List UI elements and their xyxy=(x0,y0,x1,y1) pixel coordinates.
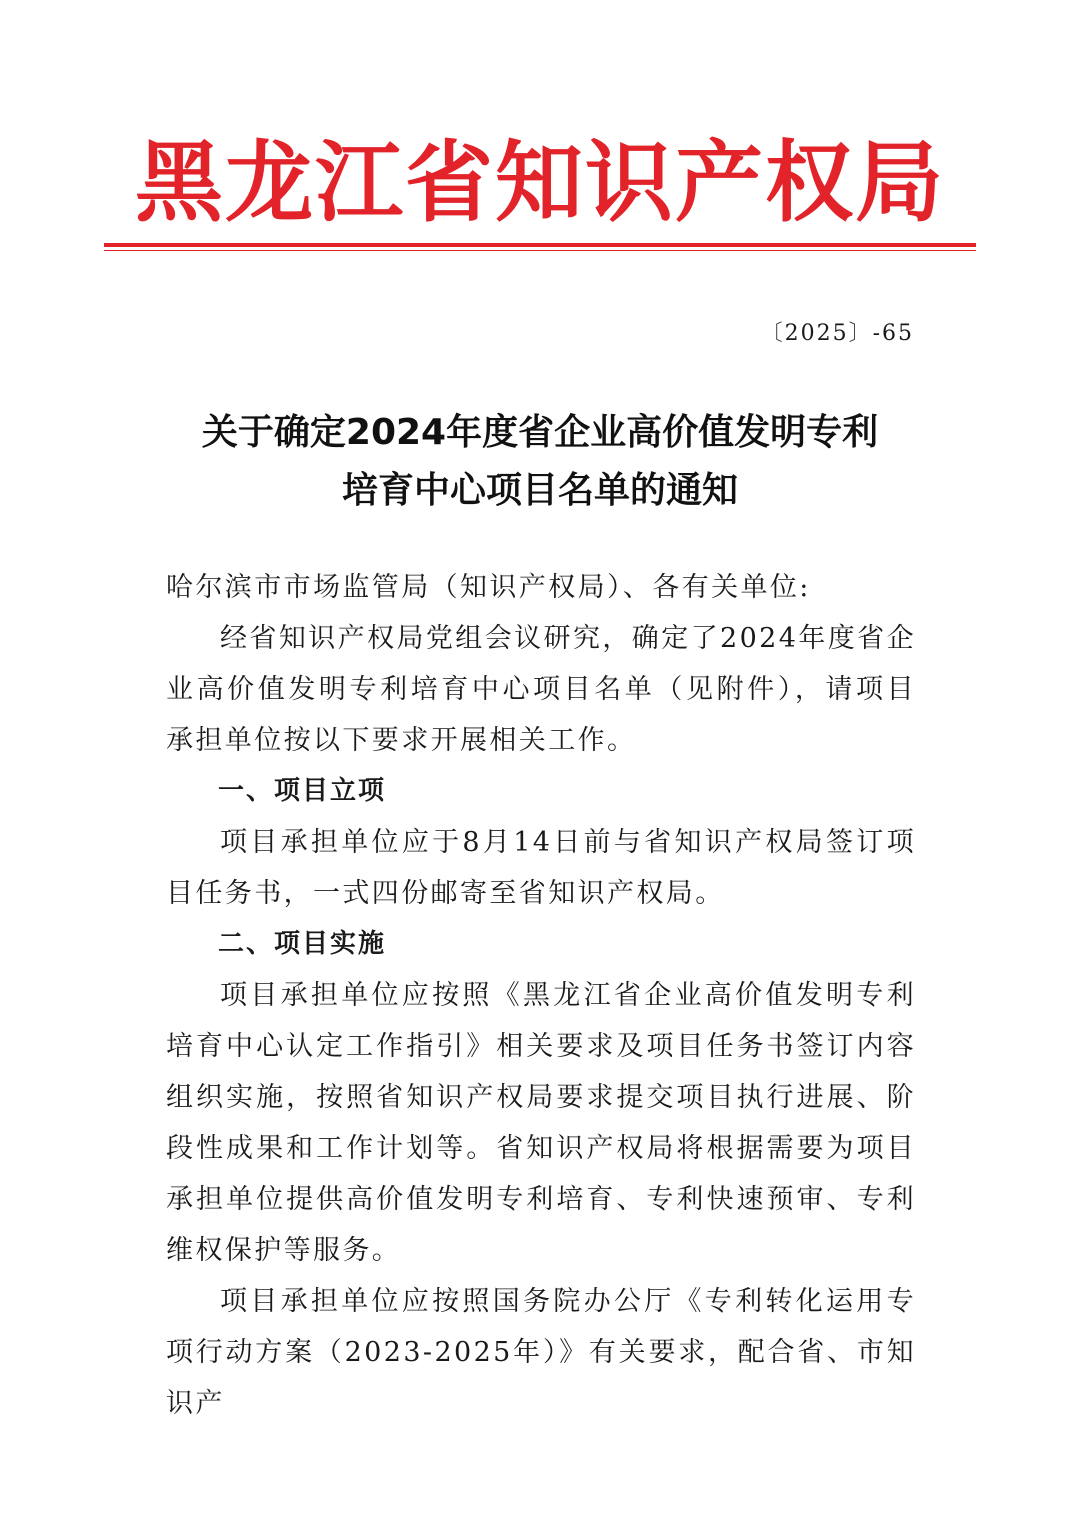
document-title-line-2: 培育中心项目名单的通知 xyxy=(341,470,738,511)
section-heading-project-implementation: 二、项目实施 xyxy=(218,929,387,959)
masthead-red-rule xyxy=(104,243,976,247)
masthead-red-rule-thin xyxy=(104,250,976,251)
document-number: 〔2025〕-65 xyxy=(760,321,914,346)
salutation: 哈尔滨市市场监管局（知识产权局）、各有关单位: xyxy=(166,572,811,603)
document-title-line-1: 关于确定2024年度省企业高价值发明专利 xyxy=(201,412,879,453)
section-paragraph: 项目承担单位应按照国务院办公厅《专利转化运用专项行动方案（2023-2025年）》有关要求，配合省、市知识产 xyxy=(166,1286,916,1419)
document-title xyxy=(104,404,976,520)
section-paragraph: 项目承担单位应按照《黑龙江省企业高价值发明专利培育中心认定工作指引》相关要求及项目任务书签订内容组织实施，按照省知识产权局要求提交项目执行进展、阶段性成果和工作计划等。省知识产权局将根据需要为项目承担单位提供高价值发明专利培育、专利快速预审、专利维权保护等服务。 xyxy=(166,980,916,1266)
masthead-org-name: 黑龙江省知识产权局 xyxy=(134,131,945,234)
document-body xyxy=(166,562,916,1429)
section-heading-project-approval: 一、项目立项 xyxy=(218,776,387,806)
intro-paragraph: 经省知识产权局党组会议研究，确定了2024年度省企业高价值发明专利培育中心项目名单（见附件），请项目承担单位按以下要求开展相关工作。 xyxy=(166,623,916,756)
section-paragraph: 项目承担单位应于8月14日前与省知识产权局签订项目任务书，一式四份邮寄至省知识产权局。 xyxy=(166,827,916,909)
